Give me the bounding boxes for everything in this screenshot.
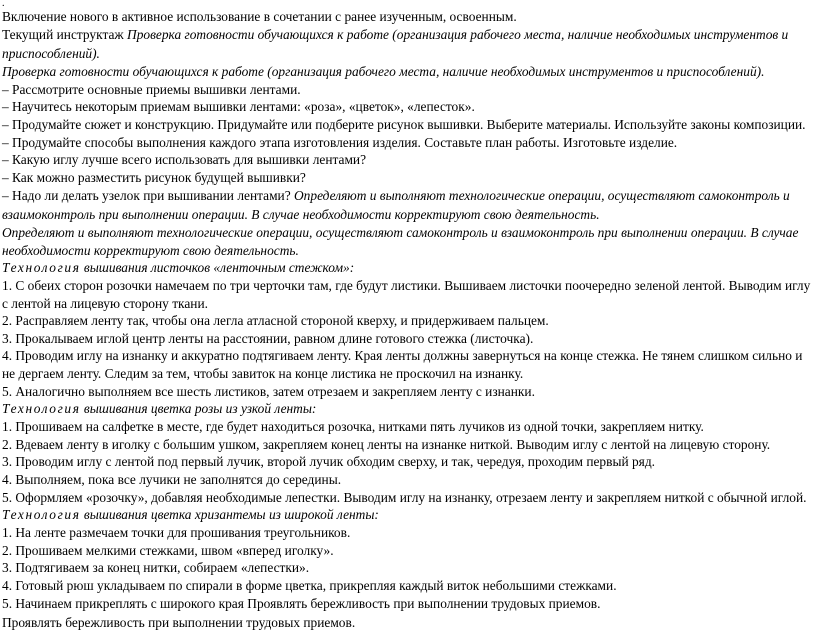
step-item: 1. На ленте размечаем точки для прошивания треугольников. (2, 525, 351, 541)
section-heading-title: вышивания листочков «ленточным стежком»: (83, 260, 355, 276)
list-item: – Как можно разместить рисунок будущей вышивки? (2, 169, 306, 185)
step-item: 3. Проводим иглу с лентой под первый лучик, второй лучик обходим сверху, и так, чередуя, проходим первый ряд. (2, 454, 655, 470)
section-heading-title: вышивания цветка розы из узкой ленты: (83, 401, 317, 417)
step-item: 3. Прокалываем иглой центр ленты на расстоянии, равном длине готового стежка (листочка). (2, 330, 534, 346)
intro-paragraph: Включение нового в активное использование в сочетании с ранее изученным, освоенным. (2, 9, 517, 24)
step-item: 1. Прошиваем на салфетке в месте, где будет находиться розочка, нитками пять лучиков из одной точки, закрепляем нитку. (2, 419, 704, 435)
current-instruction-paragraph (2, 26, 814, 63)
step-item: 2. Расправляем ленту так, чтобы она легла атласной стороной кверху, и придерживаем пальцем. (2, 313, 549, 329)
step-item: 5. Оформляем «розочку», добавляя необходимые лепестки. Выводим иглу на изнанку, отрезаем ленту и закрепляем ниткой с обычной иглой. (2, 489, 807, 505)
list-item: – Продумайте способы выполнения каждого этапа изготовления изделия. Составьте план работы. Изготовьте изделие. (2, 134, 678, 150)
step-item: 4. Готовый рюш укладываем по спирали в форме цветка, прикрепляя каждый виток небольшими стежками. (2, 578, 617, 593)
step-item: 1. С обеих сторон розочки намечаем по три черточки там, где будут листики. Вышиваем листочки поочередно зеленой лентой. Выводим иглу с лентой на лицевую сторону ткани. (2, 277, 811, 311)
section-heading (2, 400, 814, 418)
step-item: 4. Выполняем, пока все лучики не заполнятся до середины. (2, 472, 342, 488)
step-item (2, 595, 814, 615)
step-item: 2. Вдеваем ленту в иголку с большим ушком, закрепляем конец ленты на изнанке ниткой. Выводим иглу с лентой на лицевую сторону. (2, 436, 771, 452)
section-heading-title: вышивания цветка хризантемы из широкой ленты: (83, 507, 379, 523)
technology-section-chrysanthemum (2, 506, 814, 614)
list-item: – Научитесь некоторым приемам вышивки лентами: «роза», «цветок», «лепесток». (2, 99, 475, 115)
section-heading (2, 259, 814, 277)
step-item-text: 5. Начинаем прикреплять с широкого края (2, 595, 244, 611)
list-item: – Какую иглу лучше всего использовать для вышивки лентами? (2, 152, 367, 168)
section-heading-spaced: Технология (2, 260, 81, 276)
knot-italic-text: Определяют и выполняют технологические операции, осуществляют самоконтроль и взаимоконтроль при выполнении операции. В случае необходимости корректируют свою деятельность. (2, 187, 790, 223)
top-mark: . (2, 0, 5, 9)
step-item: 5. Аналогично выполняем все шесть листиков, затем отрезаем и закрепляем ленту с изнанки. (2, 383, 535, 399)
knot-question-text: – Надо ли делать узелок при вышивании лентами? (2, 187, 291, 203)
section-heading-spaced: Технология (2, 401, 81, 417)
step-item-tail: Проявлять бережливость при выполнении трудовых приемов. (243, 595, 601, 611)
step-item: 4. Проводим иглу на изнанку и аккуратно подтягиваем ленту. Края ленты должны завернуться на конце стежка. Не тянем слишком сильно и не дергаем ленту. Следим за тем, чтобы завиток на конце листика не проскочил на изнанку. (2, 348, 803, 382)
section-heading-spaced: Технология (2, 507, 81, 523)
instruction-text: Проверка готовности обучающихся к работе (организация рабочего места, наличие необходимых инструментов и приспособлений). (2, 26, 789, 62)
technology-section-leaves (2, 259, 814, 400)
step-item: 2. Прошиваем мелкими стежками, швом «вперед иголку». (2, 542, 334, 558)
readiness-check-paragraph: Проверка готовности обучающихся к работе (организация рабочего места, наличие необходимых инструментов и приспособлений). (2, 63, 765, 79)
operations-paragraph: Определяют и выполняют технологические операции, осуществляют самоконтроль и взаимоконтроль при выполнении операции. В случае необходимости корректируют свою деятельность. (2, 224, 799, 258)
knot-question-paragraph (2, 187, 814, 224)
section-heading (2, 506, 814, 524)
list-item: – Продумайте сюжет и конструкцию. Придумайте или подберите рисунок вышивки. Выберите материалы. Используйте законы композиции. (2, 116, 806, 132)
closing-paragraph: Проявлять бережливость при выполнении трудовых приемов. (2, 615, 356, 631)
technology-section-rose (2, 400, 814, 506)
step-item: 3. Подтягиваем за конец нитки, собираем «лепестки». (2, 560, 310, 576)
list-item: – Рассмотрите основные приемы вышивки лентами. (2, 81, 301, 97)
instruction-label: Текущий инструктаж (2, 26, 124, 42)
question-list (2, 81, 814, 187)
